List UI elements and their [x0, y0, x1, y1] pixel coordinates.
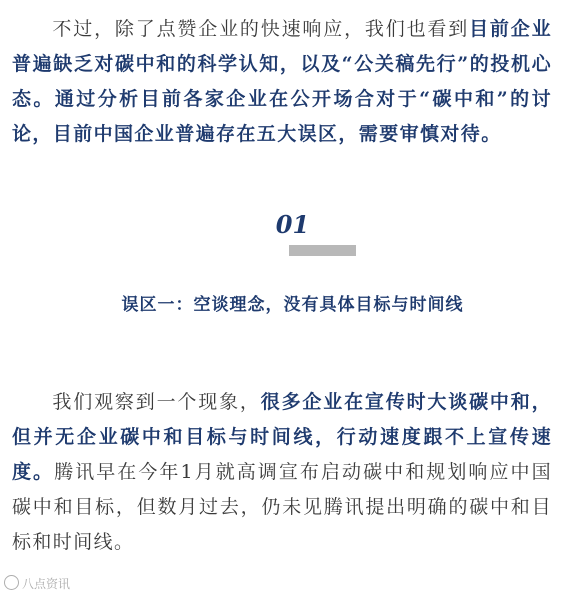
watermark [4, 575, 70, 592]
watermark-logo-icon [4, 575, 19, 590]
body-plain-text-1: 我们观察到一个现象， [52, 391, 261, 413]
watermark-text: 八点资讯 [22, 577, 71, 591]
section-heading: 误区一：空谈理念，没有具体目标与时间线 [121, 295, 464, 315]
intro-paragraph [12, 12, 552, 152]
body-emphasis-text: 很多企业在宣传时大谈碳中和，但并无企业碳中和目标与时间线，行动速度跟不上宣传速度。 [12, 391, 552, 483]
section-divider-bar [289, 245, 356, 256]
section-body-paragraph [12, 385, 552, 560]
intro-emphasis-text: 目前企业普遍缺乏对碳中和的科学认知，以及“公关稿先行”的投机心态。通过分析目前各家企业在公开场合对于“碳中和”的讨论，目前中国企业普遍存在五大误区，需要审慎对待。 [12, 18, 552, 145]
section-number: 01 [275, 210, 310, 239]
body-plain-text-2: 腾讯早在今年1月就高调宣布启动碳中和规划响应中国碳中和目标，但数月过去，仍未见腾讯提出明确的碳中和目标和时间线。 [12, 461, 552, 553]
intro-plain-text: 不过，除了点赞企业的快速响应，我们也看到 [52, 18, 470, 40]
